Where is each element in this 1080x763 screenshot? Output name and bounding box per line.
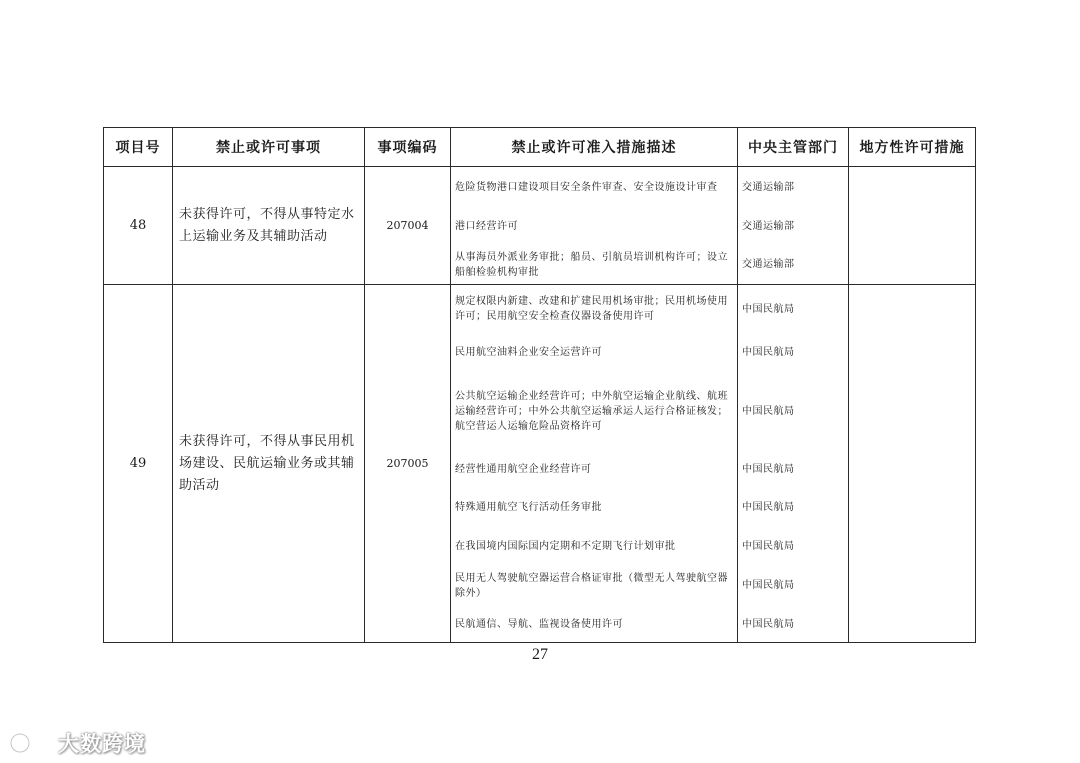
logo-icon [10,730,54,756]
watermark-text: 大数跨境 [58,732,146,756]
header-item: 禁止或许可事项 [173,128,365,167]
measure-department: 交通运输部 [742,220,795,232]
measure-department: 中国民航局 [742,540,795,552]
permit-table [103,127,976,643]
measure-department: 交通运输部 [742,259,795,270]
cell-description-group [451,285,738,643]
measure-department: 中国民航局 [742,405,795,417]
watermark [10,726,146,760]
cell-project-no: 49 [104,285,173,643]
cell-item: 未获得许可，不得从事特定水上运输业务及其辅助活动 [173,167,365,285]
measure-description: 民用无人驾驶航空器运营合格证审批（微型无人驾驶航空器除外） [455,572,728,599]
measure-description: 民用航空油料企业安全运营许可 [455,346,602,358]
header-department: 中央主管部门 [738,128,849,167]
cell-code: 207004 [365,167,451,285]
measure-department: 中国民航局 [742,502,795,513]
measure-description: 港口经营许可 [455,220,518,232]
measure-description: 在我国境内国际国内定期和不定期飞行计划审批 [455,540,676,552]
table-row-49 [104,285,976,643]
measure-description: 民航通信、导航、监视设备使用许可 [455,618,623,630]
measure-description: 公共航空运输企业经营许可；中外航空运输企业航线、航班运输经营许可；中外公共航空运输承运人运行合格证核发；航空营运人运输危险品资格许可 [455,390,728,432]
cell-code: 207005 [365,285,451,643]
measure-department: 中国民航局 [742,303,795,315]
header-description: 禁止或许可准入措施描述 [451,128,738,167]
measure-department: 中国民航局 [742,580,795,591]
page-number: 27 [532,646,548,663]
header-local-measures: 地方性许可措施 [849,128,976,167]
cell-department-group [738,285,849,643]
measure-department: 交通运输部 [742,181,795,193]
cell-item: 未获得许可，不得从事民用机场建设、民航运输业务或其辅助活动 [173,285,365,643]
cell-department-group [738,167,849,285]
cell-project-no: 48 [104,167,173,285]
measure-department: 中国民航局 [742,464,795,475]
measure-description: 特殊通用航空飞行活动任务审批 [455,502,602,513]
measure-description: 规定权限内新建、改建和扩建民用机场审批；民用机场使用许可；民用航空安全检查仪器设备使用许可 [455,296,728,322]
measure-description: 危险货物港口建设项目安全条件审查、安全设施设计审查 [455,181,718,193]
cell-local-measures [849,285,976,643]
measure-description: 从事海员外派业务审批；船员、引航员培训机构许可；设立船舶检验机构审批 [455,251,728,278]
cell-local-measures [849,167,976,285]
measure-department: 中国民航局 [742,618,795,630]
header-project-no: 项目号 [104,128,173,167]
table-header-row [104,128,976,167]
cell-description-group [451,167,738,285]
table-row-48 [104,167,976,285]
header-code: 事项编码 [365,128,451,167]
measure-department: 中国民航局 [742,346,795,358]
measure-description: 经营性通用航空企业经营许可 [455,464,592,475]
